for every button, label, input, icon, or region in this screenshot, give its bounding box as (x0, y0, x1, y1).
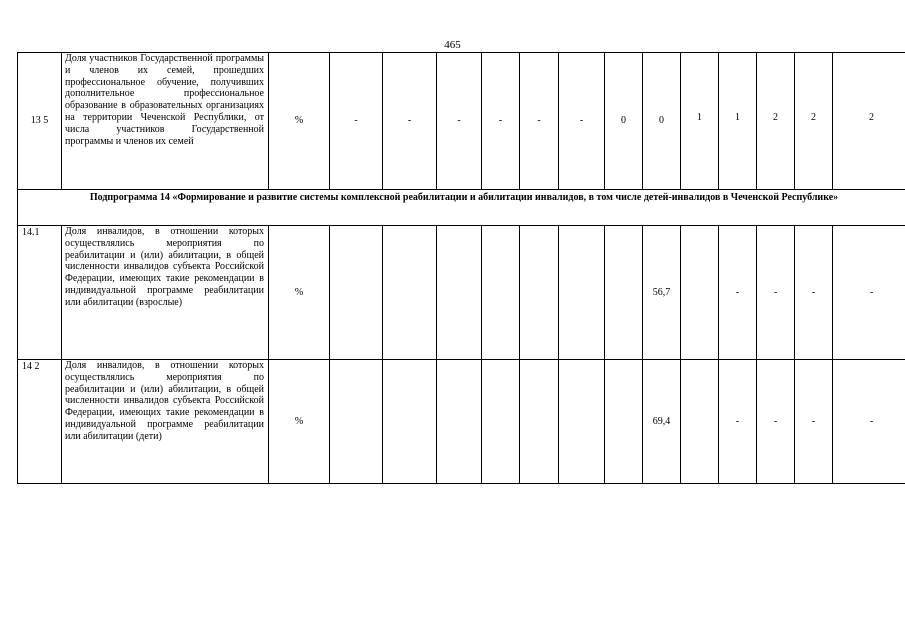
subprogram-row (18, 190, 905, 226)
value-cell (437, 360, 482, 484)
value-cell: - (482, 53, 520, 190)
indicator-description: Доля инвалидов, в отношении которых осуществлялись мероприятия по реабилитации и (или) абилитации, в общей численности инвалидов субъекта Российской Федерации, имеющих такие рекомендации в индивидуальной программе реабилитации или абилитации (взрослые) (62, 226, 269, 360)
value-cell (330, 360, 383, 484)
value-cell: 1 (681, 53, 719, 190)
value-cell (605, 360, 643, 484)
value-cell: 0 (643, 53, 681, 190)
value-cell: - (330, 53, 383, 190)
subprogram-heading: Подпрограмма 14 «Формирование и развитие системы комплексной реабилитации и абилитации инвалидов, в том числе детей-инвалидов в Чеченской Республике» (18, 190, 905, 226)
value-cell: - (757, 360, 795, 484)
value-cell (437, 226, 482, 360)
value-cell (681, 226, 719, 360)
table-row-14-2 (18, 360, 905, 484)
row-number: 14.1 (18, 226, 62, 360)
unit-cell: % (269, 53, 330, 190)
indicator-description: Доля инвалидов, в отношении которых осуществлялись мероприятия по реабилитации и (или) абилитации, в общей численности инвалидов субъекта Российской Федерации, имеющих такие рекомендации в индивидуальной программе реабилитации или абилитации (дети) (62, 360, 269, 484)
value-cell: - (833, 226, 905, 360)
value-cell: 2 (795, 53, 833, 190)
value-cell (482, 360, 520, 484)
value-cell: - (520, 53, 559, 190)
value-cell: - (833, 360, 905, 484)
value-cell: - (383, 53, 437, 190)
page-number: 465 (444, 39, 461, 51)
value-cell (330, 226, 383, 360)
value-cell: 2 (757, 53, 795, 190)
unit-cell: % (269, 226, 330, 360)
value-cell: 0 (605, 53, 643, 190)
value-cell: 2 (833, 53, 905, 190)
indicator-description: Доля участников Государственной программы и членов их семей, прошедших профессиональное обучение, получивших дополнительное профессиональное образование в образовательных организациях на территории Чеченской Республики, от числа участников Государственной программы и членов их семей (62, 53, 269, 190)
value-cell (520, 360, 559, 484)
value-cell (559, 226, 605, 360)
value-cell (605, 226, 643, 360)
value-cell: 1 (719, 53, 757, 190)
value-cell (482, 226, 520, 360)
table-row-13-5 (18, 53, 905, 190)
value-cell: 69,4 (643, 360, 681, 484)
value-cell: - (795, 226, 833, 360)
indicators-table (17, 52, 905, 484)
table-row-14-1 (18, 226, 905, 360)
value-cell: 56,7 (643, 226, 681, 360)
row-number: 14 2 (18, 360, 62, 484)
value-cell (559, 360, 605, 484)
value-cell: - (757, 226, 795, 360)
value-cell: - (719, 360, 757, 484)
value-cell: - (437, 53, 482, 190)
row-number: 13 5 (18, 53, 62, 190)
value-cell (383, 226, 437, 360)
value-cell: - (795, 360, 833, 484)
value-cell: - (559, 53, 605, 190)
value-cell (681, 360, 719, 484)
value-cell (520, 226, 559, 360)
value-cell: - (719, 226, 757, 360)
value-cell (383, 360, 437, 484)
unit-cell: % (269, 360, 330, 484)
